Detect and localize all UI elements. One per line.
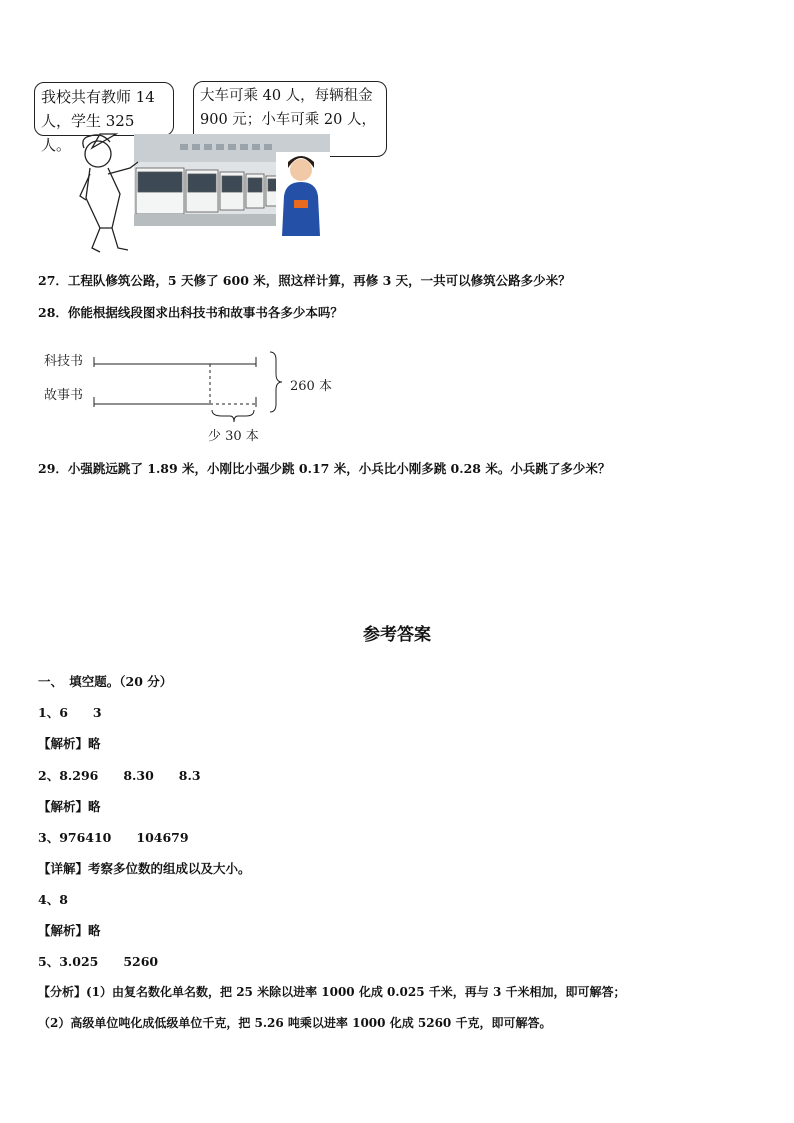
bubble-right-line1: 大车可乘 40 人，每辆租金 — [200, 88, 373, 104]
label-difference: 少 30 本 — [208, 429, 259, 444]
label-story-books: 故事书 — [44, 388, 84, 403]
answer-1: 1、6 3 — [38, 705, 102, 720]
answer-4-note: 【解析】略 — [38, 923, 101, 938]
answer-5: 5、3.025 5260 — [38, 954, 159, 969]
school-bus-illustration — [30, 78, 390, 260]
segment-diagram — [40, 342, 360, 446]
segment-lines — [40, 342, 360, 446]
bubble-right-line2: 900 元；小车可乘 20 人， — [200, 112, 376, 128]
answer-2: 2、8.296 8.30 8.3 — [38, 768, 201, 783]
question-27: 27．工程队修筑公路，5 天修了 600 米，照这样计算，再修 3 天，一共可以修筑公路多少米？ — [38, 273, 571, 288]
section-heading: 一、 填空题。（20 分） — [38, 674, 173, 689]
bubble-left-line2: 人，学生 325 人。 — [41, 112, 135, 154]
question-29: 29．小强跳远跳了 1.89 米，小刚比小强少跳 0.17 米，小兵比小刚多跳 0.28 米。小兵跳了多少米？ — [38, 461, 611, 476]
label-total: 260 本 — [290, 379, 332, 394]
illustration — [30, 78, 390, 260]
label-science-books: 科技书 — [44, 354, 84, 369]
answer-4: 4、8 — [38, 892, 68, 907]
answer-3: 3、976410 104679 — [38, 830, 189, 845]
answer-2-note: 【解析】略 — [38, 799, 101, 814]
question-28: 28．你能根据线段图求出科技书和故事书各多少本吗？ — [38, 305, 343, 320]
answer-1-note: 【解析】略 — [38, 736, 101, 751]
answer-5-note-2: （2）高级单位吨化成低级单位千克，把 5.26 吨乘以进率 1000 化成 5260 千克，即可解答。 — [38, 1016, 552, 1030]
answers-title: 参考答案 — [363, 625, 431, 645]
bubble-left-line1: 我校共有教师 14 — [41, 88, 155, 106]
answer-3-note: 【详解】考察多位数的组成以及大小。 — [38, 861, 251, 876]
answer-5-note-1: 【分析】(1）由复名数化单名数，把 25 米除以进率 1000 化成 0.025 千米，再与 3 千米相加，即可解答； — [38, 985, 626, 999]
